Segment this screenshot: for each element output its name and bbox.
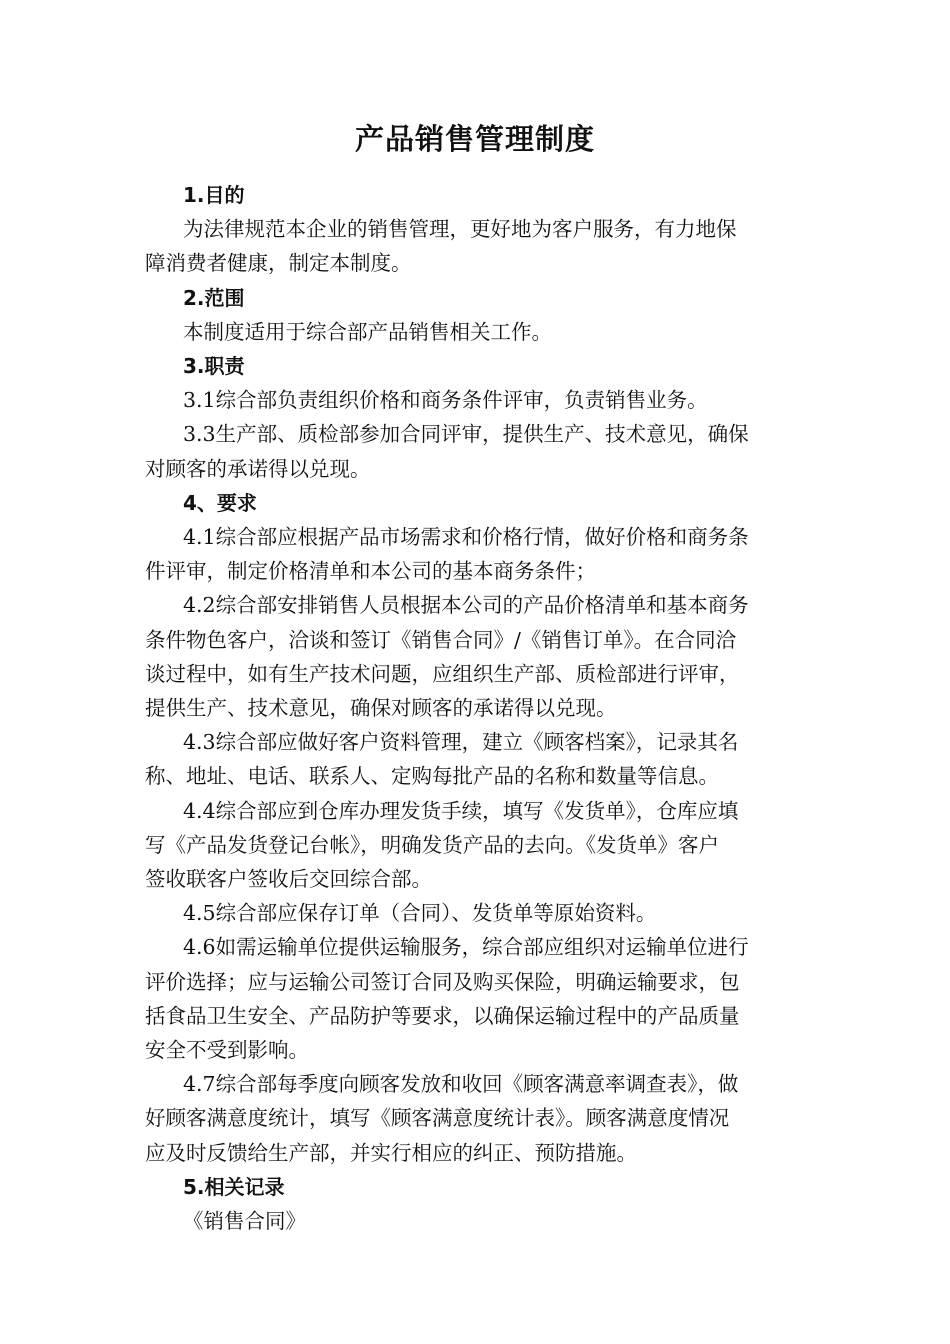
document-title: 产品销售管理制度 — [354, 122, 595, 156]
section-heading-records: 5.相关记录 — [183, 1174, 285, 1199]
requirement-item-4-5: 4.5综合部应保存订单（合同）、发货单等原始资料。 — [183, 901, 657, 926]
purpose-paragraph: 为法律规范本企业的销售管理，更好地为客户服务，有力地保 障消费者健康，制定本制度。 — [145, 217, 737, 276]
requirement-item-4-4: 4.4综合部应到仓库办理发货手续，填写《发货单》，仓库应填 写《产品发货登记台帐》，明确发货产品的去向。《发货单》客户 签收联客户签收后交回综合部。 — [145, 798, 739, 892]
requirement-item-4-1: 4.1综合部应根据产品市场需求和价格行情，做好价格和商务条 件评审，制定价格清单和本公司的基本商务条件； — [145, 525, 749, 584]
requirement-item-4-3: 4.3综合部应做好客户资料管理，建立《顾客档案》，记录其名 称、地址、电话、联系人、定购每批产品的名称和数量等信息。 — [145, 730, 739, 789]
section-heading-requirements: 4、要求 — [183, 490, 257, 515]
requirement-item-4-7: 4.7综合部每季度向顾客发放和收回《顾客满意率调查表》，做 好顾客满意度统计，填写《顾客满意度统计表》。顾客满意度情况 应及时反馈给生产部，并实行相应的纠正、预防措施。 — [145, 1072, 739, 1165]
duty-item-3-3: 3.3生产部、质检部参加合同评审，提供生产、技术意见，确保 对顾客的承诺得以兑现。 — [145, 422, 749, 481]
requirement-item-4-2: 4.2综合部安排销售人员根据本公司的产品价格清单和基本商务 条件物色客户，洽谈和签订《销售合同》/《销售订单》。在合同洽 谈过程中，如有生产技术问题，应组织生产部、质检部进行评审， 提供生产、技术意见，确保对顾客的承诺得以兑现。 — [145, 593, 749, 721]
section-heading-scope: 2.范围 — [183, 285, 245, 310]
section-heading-duties: 3.职责 — [183, 354, 245, 379]
duty-item-3-1: 3.1综合部负责组织价格和商务条件评审，负责销售业务。 — [183, 388, 708, 413]
section-heading-purpose: 1.目的 — [183, 183, 245, 207]
document-body — [145, 178, 807, 1238]
record-item-sales-contract: 《销售合同》 — [183, 1209, 306, 1234]
scope-paragraph: 本制度适用于综合部产品销售相关工作。 — [183, 319, 552, 344]
requirement-item-4-6: 4.6如需运输单位提供运输服务，综合部应组织对运输单位进行 评价选择；应与运输公司签订合同及购买保险，明确运输要求，包 括食品卫生安全、产品防护等要求，以确保运输过程中的产品质量 安全不受到影响。 — [145, 935, 749, 1063]
